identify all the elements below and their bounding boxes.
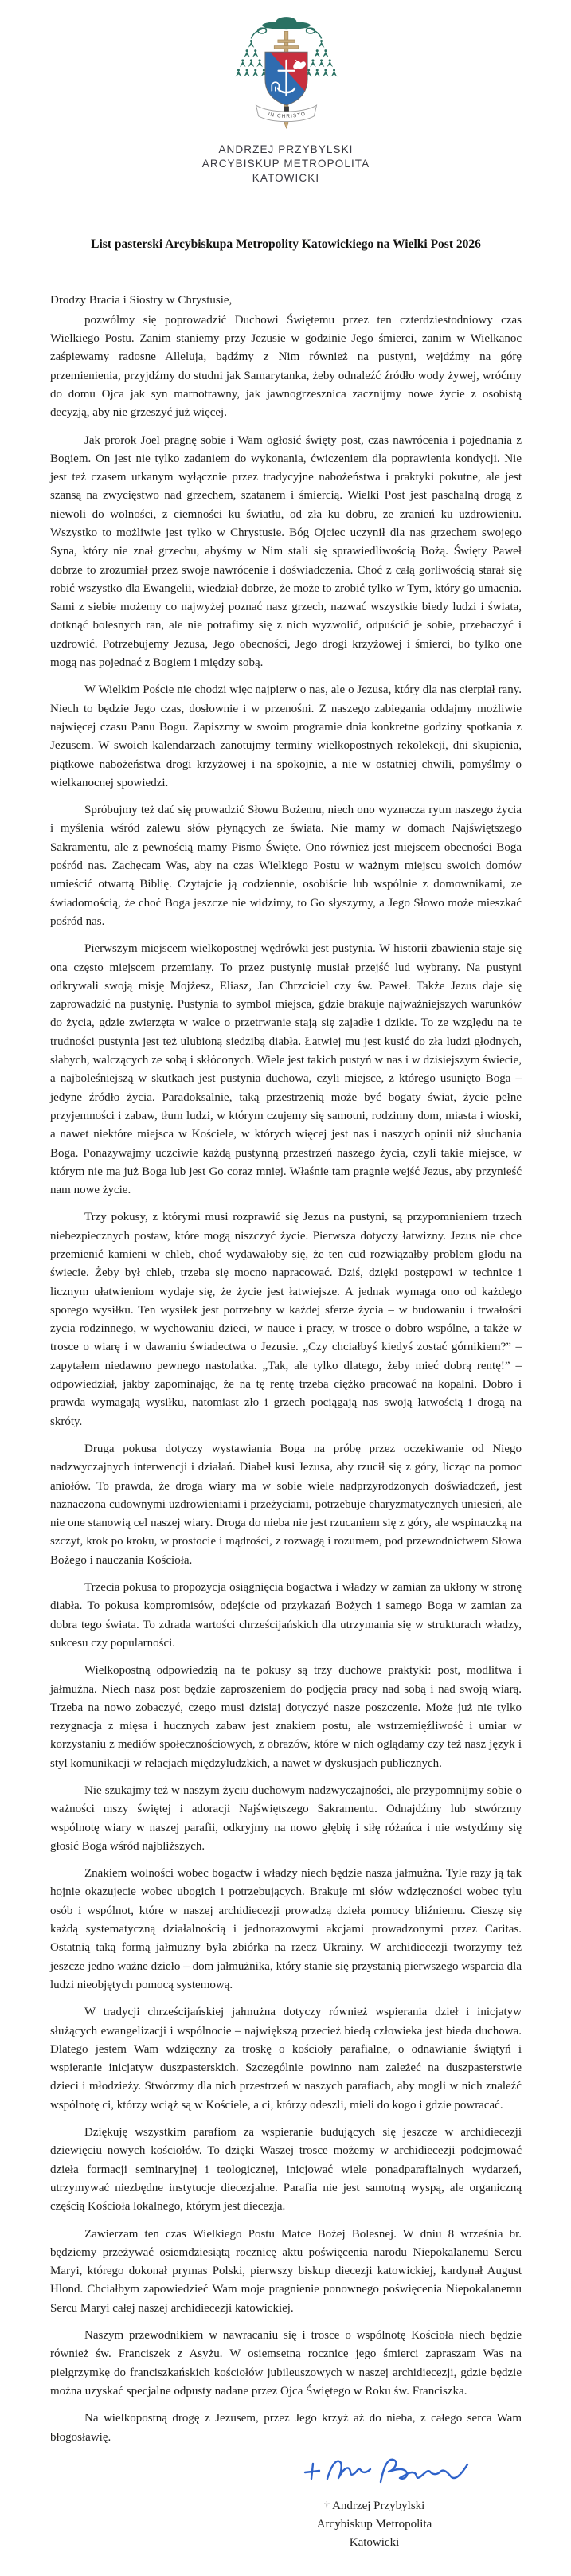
crest-motto: IN CHRISTO	[267, 111, 307, 119]
galero-hat	[262, 17, 311, 29]
paragraph: Zawierzam ten czas Wielkiego Postu Matce Bożej Bolesnej. W dniu 8 września br. będziemy przeżywać osiemdziesiątą rocznicę aktu poświęcenia narodu Niepokalanemu Sercu Maryi, którego dokonał prymas Polski, pierwszy biskup diecezji katowickiej, kardynał August Hlond. Chciałbym zapowiedzieć Wam moje pragnienie ponownego poświęcenia Niepokalanemu Sercu Maryi całej naszej archidiecezji katowickiej.	[50, 2227, 522, 2315]
paragraph: Znakiem wolności wobec bogactw i władzy niech będzie nasza jałmużna. Tyle razy ją tak hojnie okazujecie wobec ubogich i potrzebujących. Brakuje mi słów wdzięczności wobec tylu osób i wspólnot, które w naszej archidiecezji prowadzą dzieła pomocy bliźniemu. Cieszę się każdą systematyczną działalnością i jednorazowymi akcjami prowadzonymi przez Caritas. Ostatnią taką formą jałmużny była zbiórka na rzecz Ukrainy. W archidiecezji tworzymy też jeszcze jedno ważne dzieło – dom jałmużnika, który stanie się przystanią pierwszego wsparcia dla ludzi nieobjętych pomocą systemową.	[50, 1867, 522, 1991]
paragraph: Trzy pokusy, z którymi musi rozprawić się Jezus na pustyni, są przypomnieniem trzech niebezpiecznych postaw, które mogą niszczyć życie. Pierwsza dotyczy łatwizny. Jezus nie chce przemienić kamieni w chleb, choć wydawałoby się, że ten cud rozwiązałby problem głodu na świecie. Żeby był chleb, trzeba się mocno napracować. Dziś, dzięki postępowi w technice i licznym ułatwieniom wydaje się, że życie jest łatwiejsze. A jednak wymaga ono od każdego sporego wysiłku. Ten wysiłek jest potrzebny w każdej sferze życia – w budowaniu i trwałości życia rodzinnego, w wychowaniu dzieci, w nauce i pracy, w trosce o dobro wspólne, a także w trosce o wiarę i w dawaniu świadectwa o Jezusie. „Czy chciałbyś kiedyś zostać górnikiem?” – zapytałem niedawno pewnego nastolatka. „Tak, ale tylko dlatego, żeby mieć dobrą rentę!” – odpowiedział, jakby zapominając, że na tę rentę trzeba ciężko pracować na kopalni. Dobro i prawda wymagają wysiłku, natomiast zło i grzech pociągają nas swoją łatwością i drogą na skróty.	[50, 1211, 522, 1428]
paragraph: Jak prorok Joel pragnę sobie i Wam ogłosić święty post, czas nawrócenia i pojednania z Bogiem. On jest nie tylko zadaniem do wykonania, ćwiczeniem dla poprawienia kondycji. Nie jest też czasem utkanym wyłącznie przez tradycyjne nabożeństwa i praktyki pokutne, ale jest szansą na zwycięstwo nad grzechem, szatanem i śmiercią. Wielki Post jest paschalną drogą z niewoli do wolności, z ciemności ku światłu, od zła ku dobru, ze zranień ku uzdrowieniu. Wszystko to możliwie jest tylko w Chrystusie. Bóg Ojciec uczynił dla nas grzechem swojego Syna, który nie znał grzechu, abyśmy w Nim stali się sprawiedliwością Bożą. Święty Paweł dobrze to zrozumiał przez swoje nawrócenie i doświadczenia. Choć z całą gorliwością starał się robić wszystko dla Ewangelii, wiedział dobrze, że może to zrobić tylko w Tym, który go umacnia. Sami z siebie możemy co najwyżej poznać nasz grzech, nazwać wszystkie biedy ludzi i świata, dotknąć bolesnych ran, ale nie potrafimy się z nich wyzwolić, odpuścić je sobie, przebaczyć i uzdrowić. Potrzebujemy Jezusa, Jego obecności, Jego drogi krzyżowej i śmierci, bo tylko one mogą nas pojednać z Bogiem i między sobą.	[50, 433, 522, 670]
paragraph: W Wielkim Poście nie chodzi więc najpierw o nas, ale o Jezusa, który dla nas cierpiał rany. Niech to będzie Jego czas, dosłownie i w przenośni. Z naszego zabiegania oddajmy możliwie najwięcej czasu Panu Bogu. Zapiszmy w swoim programie dnia konkretne godziny spotkania z Jezusem. W swoich kalendarzach zanotujmy terminy wielkopostnych rekolekcji, dni skupienia, piątkowe nabożeństwa drogi krzyżowej i na spokojnie, a nie w ostatniej chwili, pomyślmy o wielkanocnej spowiedzi.	[50, 683, 522, 789]
paragraph: Dziękuję wszystkim parafiom za wspieranie budujących się jeszcze w archidiecezji dziewięciu nowych kościołów. To dzięki Waszej trosce możemy w archidiecezji podejmować dzieła formacji seminaryjnej i teologicznej, inicjować wiele ponadparafialnych wydarzeń, utrzymywać niezbędne instytucje diecezjalne. Parafia nie jest samotną wyspą, ale organiczną częścią Kościoła lokalnego, którym jest diecezja.	[50, 2126, 522, 2214]
tassels-left	[235, 40, 267, 76]
letterhead-title: ARCYBISKUP METROPOLITA	[201, 157, 370, 170]
paragraph: Wielkopostną odpowiedzią na te pokusy są trzy duchowe praktyki: post, modlitwa i jałmużna. Niech nasz post będzie zaproszeniem do podjęcia pracy nad sobą i nad swoją wiarą. Trzeba na nowo zobaczyć, czego musi dzisiaj dotyczyć nasze poszczenie. Może już nie tylko rezygnacja z mięsa i hucznych zabaw jest znakiem postu, ale wstrzemięźliwość i umiar w korzystaniu z mediów społecznościowych, z obrazów, które w nich oglądamy czy też nasz język i styl komunikacji w relacjach międzyludzkich, a nawet w dyskusjach publicznych.	[50, 1664, 522, 1770]
handwritten-signature	[50, 2452, 522, 2494]
paragraph: Nie szukajmy też w naszym życiu duchowym nadzwyczajności, ale przypomnijmy sobie o ważności mszy świętej i adoracji Najświętszego Sakramentu. Odnajdźmy lub stwórzmy wspólnotę wiary w naszej parafii, odkryjmy na nowo głębię i siłę różańca i nie wstydźmy się głosić Boga wśród najbliższych.	[50, 1784, 522, 1853]
paragraph: Trzecia pokusa to propozycja osiągnięcia bogactwa i władzy w zamian za ukłony w stronę diabła. To pokusa kompromisów, odejście od przykazań Bożych i samego Boga w zamian za dobra tego świata. To zdrada wartości chrześcijańskich dla utrzymania się w strukturach władzy, sukcesu czy popularności.	[50, 1581, 522, 1650]
salutation: Drodzy Bracia i Siostry w Chrystusie,	[50, 294, 233, 307]
letter-body	[50, 292, 522, 2446]
tassels-right	[305, 40, 337, 76]
paragraph: Druga pokusa dotyczy wystawiania Boga na próbę przez oczekiwanie od Niego nadzwyczajnych interwencji i działań. Diabeł kusi Jezusa, aby rzucił się z góry, licząc na pomoc aniołów. To prawda, że droga wiary ma w sobie wiele nadprzyrodzonych doświadczeń, jest naznaczona cudownymi uzdrowieniami i przeżyciami, potrzebuje charyzmatycznych uniesień, ale nie one stanowią cel naszej wiary. Droga do nieba nie jest rzucaniem się z góry, ale wspinaczką na szczyt, krok po kroku, w prostocie i mądrości, z rozwagą i rozumem, pod przewodnictwem Słowa Bożego i nauczania Kościoła.	[50, 1442, 522, 1567]
signature-ink-icon	[299, 2452, 482, 2490]
letterhead-see: KATOWICKI	[252, 171, 320, 184]
signatory-see: Katowicki	[349, 2535, 400, 2549]
signatory-name: † Andrzej Przybylski	[323, 2499, 425, 2512]
typed-signature-block	[263, 2497, 486, 2552]
archbishop-coat-of-arms-icon	[213, 10, 360, 131]
letterhead	[50, 10, 522, 185]
letter-title: List pasterski Arcybiskupa Metropolity Katowickiego na Wielki Post 2026	[91, 237, 481, 252]
paragraph: Pierwszym miejscem wielkopostnej wędrówki jest pustynia. W historii zbawienia staje się ona często miejscem przemiany. To przez pustynię musiał przejść lud wybrany. Na pustyni odkrywali swoją misję Mojżesz, Eliasz, Jan Chrzciciel czy św. Paweł. Także Jezus daje się zaprowadzić na pustynię. Pustynia to symbol miejsca, gdzie brakuje najważniejszych warunków do życia, gdzie zwierzęta w walce o przetrwanie stają się zajadłe i dzikie. To ze względu na te trudności pustynia jest też ulubioną siedzibą diabła. Łatwiej mu jest kusić do zła ludzi głodnych, słabych, walczących ze sobą i skłóconych. Wiele jest takich pustyń w nas i w dzisiejszym świecie, a najboleśniejszą w skutkach jest pustynia duchowa, czyli miejsce, z którego usunięto Boga – jedyne źródło życia. Paradoksalnie, taką przestrzenią może być bogaty świat, życie pełne przyjemności i zabaw, tłum ludzi, w którym czujemy się samotni, rodzinny dom, miasta i wioski, a nawet niektóre miejsca w Kościele, w których więcej jest nas i naszych opinii niż słuchania Boga. Ponazywajmy uczciwie każdą pustynną przestrzeń naszego życia, czyli takie miejsce, w którym nie ma już Boga lub jest Go coraz mniej. Właśnie tam pragnie wejść Jezus, aby przynieść nam nowe życie.	[50, 942, 522, 1197]
paragraph: Naszym przewodnikiem w nawracaniu się i trosce o wspólnotę Kościoła niech będzie również św. Franciszek z Asyżu. W osiemsetną rocznicę jego śmierci zapraszam Was na pielgrzymkę do franciszkańskich kościołów jubileuszowych w naszej archidiecezji, gdzie będzie można uzyskać specjalne odpusty nadane przez Ojca Świętego w Roku św. Franciszka.	[50, 2329, 522, 2398]
heraldic-shield	[262, 49, 311, 109]
paragraph: Na wielkopostną drogę z Jezusem, przez Jego krzyż aż do nieba, z całego serca Wam błogosławię.	[50, 2412, 522, 2444]
paragraph: Spróbujmy też dać się prowadzić Słowu Bożemu, niech ono wyznacza rytm naszego życia i myślenia wśród zalewu słów płynących ze świata. Nie mamy w domach Najświętszego Sakramentu, ale z pewnością mamy Pismo Święte. Ono również jest miejscem obecności Boga pośród nas. Zachęcam Was, aby na czas Wielkiego Postu w ważnym miejscu swoich domów umieścić otwartą Biblię. Czytajcie ją codziennie, osobiście lub wspólnie z domownikami, ze świadomością, że choć Boga jeszcze nie widzimy, to Go słyszymy, a Jego Słowo może mieszkać pośród nas.	[50, 804, 522, 928]
letterhead-name: ANDRZEJ PRZYBYLSKI	[218, 143, 354, 155]
letterhead-name-block	[50, 143, 522, 185]
signature-area	[50, 2452, 522, 2552]
signatory-title: Arcybiskup Metropolita	[316, 2517, 432, 2531]
paragraph: pozwólmy się poprowadzić Duchowi Świętemu przez ten czterdziestodniowy czas Wielkiego Postu. Zanim staniemy przy Jezusie w godzinie Jego śmierci, zanim w Wielkanoc zaśpiewamy radosne Alleluja, bądźmy z Nim również na pustyni, wejdźmy na górę przemienienia, przyjdźmy do studni jak Samarytanka, żeby odnaleźć źródło wody żywej, wróćmy do domu Ojca jak syn marnotrawny, jak jawnogrzesznica zacznijmy nowe życie z osobistą decyzją, aby nie grzeszyć już więcej.	[50, 313, 522, 420]
paragraph: W tradycji chrześcijańskiej jałmużna dotyczy również wspierania dzieł i inicjatyw służących ewangelizacji i wspólnocie – największą przecież biedą człowieka jest bieda duchowa. Dlatego jestem Wam wdzięczny za troskę o kościoły parafialne, o odnawianie świątyń i wspieranie inicjatyw duszpasterskich. Szczególnie powinno nam zależeć na duszpasterstwie dzieci i młodzieży. Stwórzmy dla nich przestrzeń w naszych parafiach, aby mogli w nich znaleźć wspólnotę ci, którzy wciąż są w Kościele, a ci, którzy odeszli, mieli do kogo i gdzie powracać.	[50, 2006, 522, 2112]
